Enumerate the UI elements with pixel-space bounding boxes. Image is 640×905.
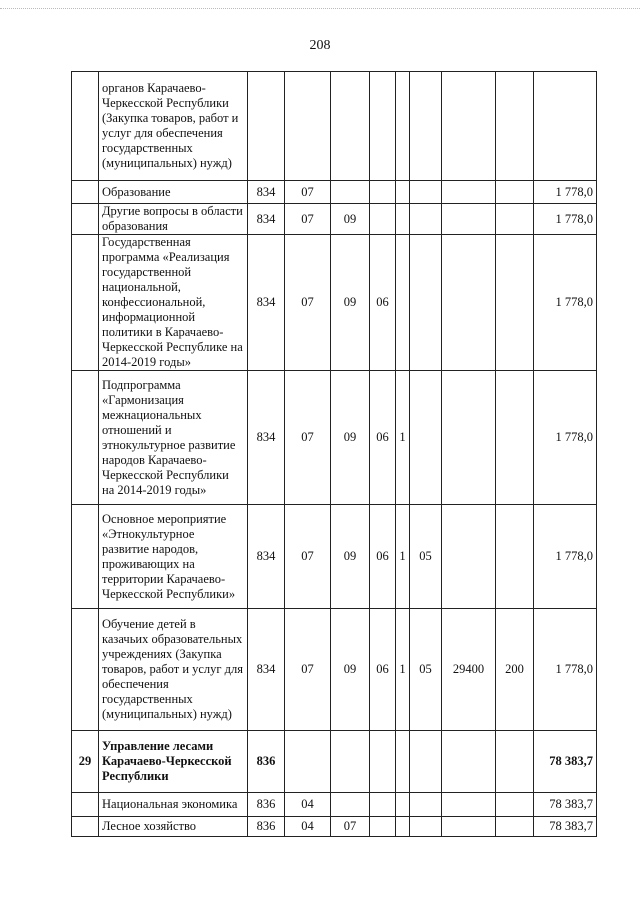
subsection-code-cell [331,72,370,181]
event-code-cell [410,181,442,204]
table-row [72,181,597,204]
amount-cell: 1 778,0 [534,181,597,204]
row-name-cell: Национальная экономика [99,793,248,817]
program-code-cell: 06 [370,505,396,609]
row-number-cell [72,235,99,371]
row-name-cell: Образование [99,181,248,204]
table-row [72,204,597,235]
direction-code-cell [442,204,496,235]
ministry-code-cell: 834 [248,371,285,505]
table-row [72,731,597,793]
amount-cell: 1 778,0 [534,609,597,731]
ministry-code-cell: 836 [248,793,285,817]
event-code-cell [410,235,442,371]
table-row [72,793,597,817]
event-code-cell [410,204,442,235]
subprogram-code-cell [396,817,410,837]
section-code-cell: 07 [285,371,331,505]
subprogram-code-cell [396,204,410,235]
row-number-cell [72,505,99,609]
event-code-cell [410,817,442,837]
expense-type-code-cell [496,181,534,204]
table-row [72,235,597,371]
ministry-code-cell: 836 [248,731,285,793]
program-code-cell [370,731,396,793]
subprogram-code-cell [396,235,410,371]
row-number-cell [72,181,99,204]
subsection-code-cell [331,793,370,817]
row-number-cell: 29 [72,731,99,793]
section-code-cell: 07 [285,505,331,609]
program-code-cell [370,793,396,817]
row-number-cell [72,609,99,731]
ministry-code-cell: 834 [248,204,285,235]
row-name-cell: Другие вопросы в области образования [99,204,248,235]
event-code-cell: 05 [410,609,442,731]
row-number-cell [72,793,99,817]
subsection-code-cell: 09 [331,371,370,505]
ministry-code-cell: 834 [248,609,285,731]
event-code-cell [410,731,442,793]
subsection-code-cell [331,181,370,204]
table-row [72,371,597,505]
ministry-code-cell: 834 [248,235,285,371]
ministry-code-cell: 834 [248,181,285,204]
ministry-code-cell: 834 [248,505,285,609]
table-row [72,505,597,609]
expense-type-code-cell [496,235,534,371]
row-number-cell [72,371,99,505]
event-code-cell [410,371,442,505]
subsection-code-cell: 07 [331,817,370,837]
direction-code-cell: 29400 [442,609,496,731]
expense-type-code-cell [496,204,534,235]
event-code-cell [410,72,442,181]
expense-type-code-cell [496,793,534,817]
amount-cell: 1 778,0 [534,505,597,609]
subprogram-code-cell: 1 [396,505,410,609]
subsection-code-cell [331,731,370,793]
section-code-cell: 04 [285,817,331,837]
amount-cell: 78 383,7 [534,731,597,793]
amount-cell: 78 383,7 [534,817,597,837]
direction-code-cell [442,371,496,505]
amount-cell [534,72,597,181]
row-name-cell: Государственная программа «Реализация государственной национальной, конфессиональной, информационной политики в Карачаево-Черкесской Республике на 2014-2019 годы» [99,235,248,371]
direction-code-cell [442,505,496,609]
expense-type-code-cell [496,72,534,181]
subsection-code-cell: 09 [331,609,370,731]
section-code-cell: 07 [285,609,331,731]
row-name-cell: органов Карачаево-Черкесской Республики (Закупка товаров, работ и услуг для обеспечения государственных (муниципальных) нужд) [99,72,248,181]
program-code-cell: 06 [370,609,396,731]
expense-type-code-cell [496,371,534,505]
ministry-code-cell [248,72,285,181]
subsection-code-cell: 09 [331,235,370,371]
direction-code-cell [442,731,496,793]
direction-code-cell [442,793,496,817]
direction-code-cell [442,817,496,837]
subsection-code-cell: 09 [331,204,370,235]
ministry-code-cell: 836 [248,817,285,837]
row-name-cell: Управление лесами Карачаево-Черкесской Республики [99,731,248,793]
amount-cell: 1 778,0 [534,235,597,371]
section-code-cell [285,731,331,793]
row-name-cell: Основное мероприятие «Этнокультурное развитие народов, проживающих на территории Карачаево-Черкесской Республики» [99,505,248,609]
section-code-cell [285,72,331,181]
section-code-cell: 04 [285,793,331,817]
row-name-cell: Обучение детей в казачьих образовательных учреждениях (Закупка товаров, работ и услуг для обеспечения государственных (муниципальных) нужд) [99,609,248,731]
row-number-cell [72,204,99,235]
subprogram-code-cell [396,731,410,793]
row-name-cell: Подпрограмма «Гармонизация межнациональных отношений и этнокультурное развитие народов Карачаево-Черкесской Республики на 2014-2019 годы» [99,371,248,505]
table-row [72,609,597,731]
budget-table [71,71,597,837]
expense-type-code-cell [496,731,534,793]
page-number: 208 [309,38,331,53]
program-code-cell: 06 [370,235,396,371]
direction-code-cell [442,181,496,204]
program-code-cell [370,204,396,235]
expense-type-code-cell [496,505,534,609]
program-code-cell [370,817,396,837]
amount-cell: 1 778,0 [534,204,597,235]
table-row [72,72,597,181]
subprogram-code-cell: 1 [396,609,410,731]
section-code-cell: 07 [285,235,331,371]
program-code-cell [370,72,396,181]
subprogram-code-cell: 1 [396,371,410,505]
event-code-cell [410,793,442,817]
program-code-cell: 06 [370,371,396,505]
subprogram-code-cell [396,793,410,817]
amount-cell: 78 383,7 [534,793,597,817]
row-name-cell: Лесное хозяйство [99,817,248,837]
subprogram-code-cell [396,181,410,204]
subsection-code-cell: 09 [331,505,370,609]
row-number-cell [72,72,99,181]
direction-code-cell [442,235,496,371]
amount-cell: 1 778,0 [534,371,597,505]
program-code-cell [370,181,396,204]
direction-code-cell [442,72,496,181]
expense-type-code-cell [496,817,534,837]
section-code-cell: 07 [285,204,331,235]
subprogram-code-cell [396,72,410,181]
expense-type-code-cell: 200 [496,609,534,731]
row-number-cell [72,817,99,837]
section-code-cell: 07 [285,181,331,204]
scan-edge-line [0,8,640,10]
event-code-cell: 05 [410,505,442,609]
table-row [72,817,597,837]
